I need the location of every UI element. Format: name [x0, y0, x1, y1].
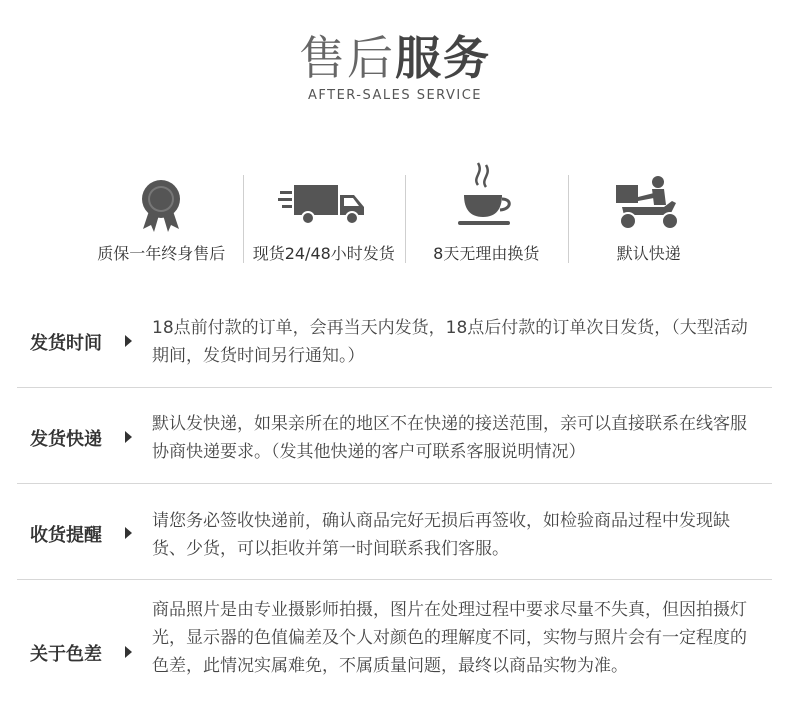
truck-icon: [278, 183, 370, 227]
policy-row: [17, 484, 772, 580]
caret-right-icon: [125, 646, 132, 658]
feature-exchange: [405, 175, 568, 263]
feature-label: 默认快递: [616, 244, 681, 263]
feature-strip: [80, 175, 730, 263]
title-bold: 服务: [395, 31, 491, 85]
policy-text: 商品照片是由专业摄影师拍摄，图片在处理过程中要求尽量不失真，但因拍摄灯光，显示器的色值偏差及个人对颜色的理解度不同，实物与照片会有一定程度的色差，此情况实属难免，不属质量问题，最终以商品实物为准。: [152, 600, 747, 676]
feature-label: 8天无理由换货: [433, 244, 540, 263]
policy-list: [17, 293, 772, 718]
feature-label: 现货24/48小时发货: [252, 244, 395, 263]
feature-warranty: [80, 175, 243, 263]
policy-row: [17, 388, 772, 484]
medal-icon: [137, 177, 185, 233]
policy-text: 默认发快递，如果亲所在的地区不在快递的接送范围，亲可以直接联系在线客服协商快递要求。（发其他快递的客户可联系客服说明情况）: [152, 414, 747, 462]
policy-label: 发货快递: [30, 429, 102, 450]
caret-right-icon: [125, 431, 132, 443]
feature-shipping: [243, 175, 406, 263]
page-subtitle: AFTER-SALES SERVICE: [307, 88, 483, 103]
title-light: 售后: [299, 31, 395, 85]
page-header: [0, 30, 790, 103]
page-title: [0, 30, 790, 86]
caret-right-icon: [125, 335, 132, 347]
policy-row: [17, 580, 772, 718]
feature-label: 质保一年终身售后: [97, 244, 226, 263]
policy-label: 关于色差: [30, 644, 102, 665]
caret-right-icon: [125, 527, 132, 539]
policy-row: [17, 293, 772, 388]
policy-text: 请您务必签收快递前，确认商品完好无损后再签收，如检验商品过程中发现缺货、少货，可以拒收并第一时间联系我们客服。: [152, 511, 730, 559]
policy-text: 18点前付款的订单，会再当天内发货，18点后付款的订单次日发货，（大型活动期间，发货时间另行通知。）: [152, 318, 748, 366]
coffee-cup-icon: [456, 161, 516, 235]
delivery-scooter-icon: [614, 175, 684, 235]
policy-label: 发货时间: [30, 333, 102, 354]
feature-express: [568, 175, 731, 263]
policy-label: 收货提醒: [30, 525, 102, 546]
